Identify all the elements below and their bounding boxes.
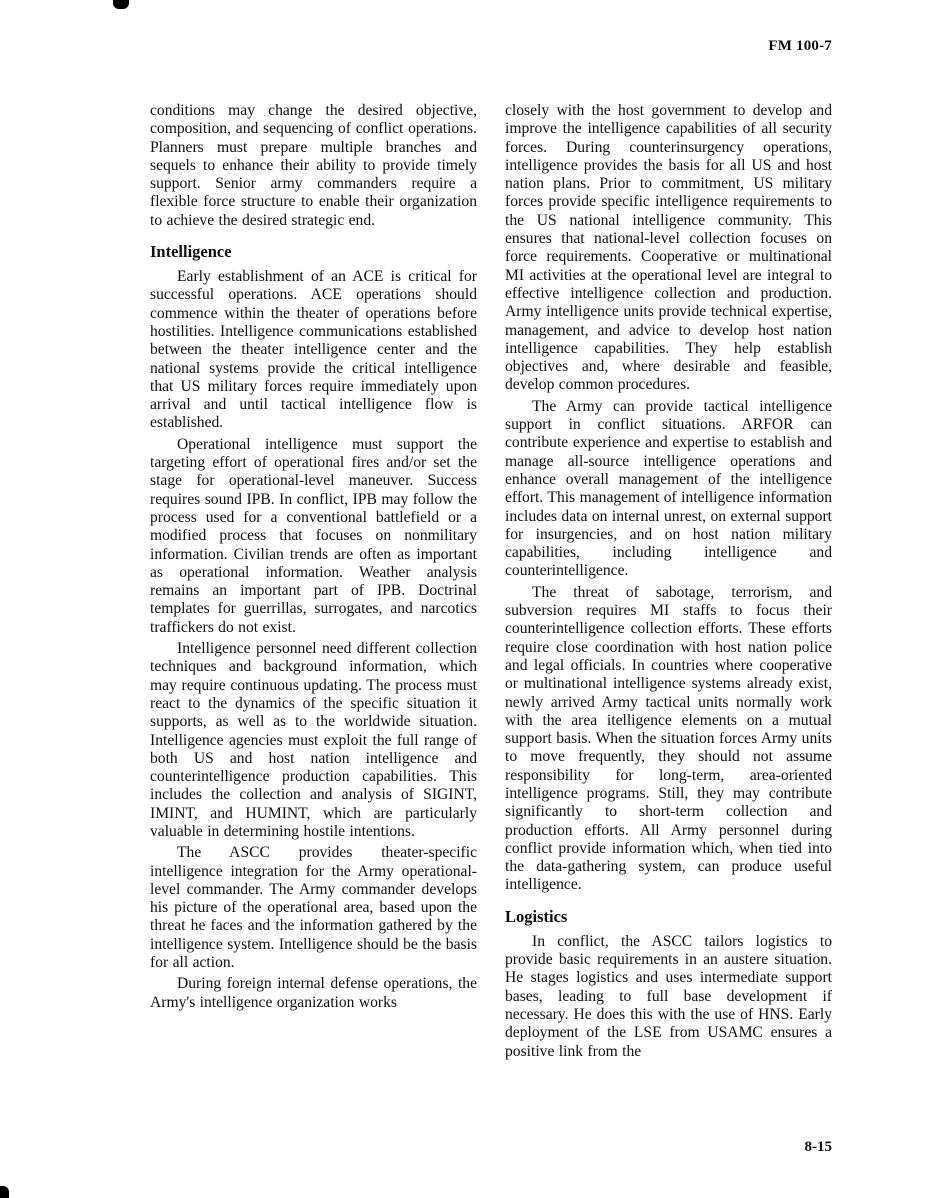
page-footer (805, 1139, 833, 1156)
page-number: 8-15 (804, 1139, 832, 1155)
paragraph: The threat of sabotage, terrorism, and subversion requires MI staffs to focus their counterintelligence collection efforts. These efforts require close coordination with host nation police and legal officials. In countries where cooperative or multinational intelligence systems already exist, newly arrived Army tactical units normally work with the area itelligence elements on a mutual support basis. When the situation forces Army units to move frequently, they should not assume responsibility for long-term, area-oriented intelligence programs. Still, they may contribute significantly to short-term collection and production efforts. All Army personnel during conflict provide information which, when tied into the data-gathering system, can produce useful intelligence. (505, 583, 832, 894)
scan-artifact (113, 0, 129, 9)
scan-artifact (0, 1186, 9, 1198)
document-id: FM 100-7 (768, 38, 832, 54)
paragraph: The ASCC provides theater-specific intelligence integration for the Army operational-level commander. The Army commander develops his picture of the operational area, based upon the threat he faces and the information gathered by the intelligence system. Intelligence should be the basis for all action. (150, 844, 477, 972)
paragraph: During foreign internal defense operations, the Army's intelligence organization works (150, 975, 477, 1011)
two-column-body (150, 102, 833, 1064)
paragraph: The Army can provide tactical intelligence support in conflict situations. ARFOR can contribute experience and expertise to establish and manage all-source intelligence operations and enhance overall management of the intelligence effort. This management of intelligence information includes data on internal unrest, on external support for insurgencies, and on host nation military capabilities, including intelligence and counterintelligence. (505, 397, 832, 580)
section-heading-intelligence: Intelligence (150, 242, 232, 262)
right-column (505, 102, 832, 1064)
paragraph: Early establishment of an ACE is critical for successful operations. ACE operations should commence within the theater of operations before hostilities. Intelligence communications established between the theater intelligence center and the national systems provide the critical intelligence that US military forces require immediately upon arrival and until tactical intelligence flow is established. (150, 268, 477, 432)
left-column (150, 102, 477, 1064)
paragraph: Operational intelligence must support the targeting effort of operational fires and/or set the stage for operational-level maneuver. Success requires sound IPB. In conflict, IPB may follow the process used for a conventional battlefield or a modified process that focuses on nonmilitary information. Civilian trends are often as important as operational information. Weather analysis remains an important part of IPB. Doctrinal templates for guerrillas, surrogates, and narcotics traffickers do not exist. (150, 435, 477, 636)
paragraph: In conflict, the ASCC tailors logistics to provide basic requirements in an austere situation. He stages logistics and uses intermediate support bases, leading to full base development if necessary. He does this with the use of HNS. Early deployment of the LSE from USAMC ensures a positive link from the (505, 932, 832, 1060)
paragraph: closely with the host government to develop and improve the intelligence capabilities of all security forces. During counterinsurgency operations, intelligence provides the basis for all US and host nation plans. Prior to commitment, US military forces provide specific intelligence requirements to the US national intelligence community. This ensures that national-level collection focuses on force requirements. Cooperative or multinational MI activities at the operational level are integral to effective intelligence collection and production. Army intelligence units provide technical expertise, management, and advice to develop host nation intelligence capabilities. They help establish objectives and, where desirable and feasible, develop common procedures. (505, 102, 832, 394)
paragraph: Intelligence personnel need different collection techniques and background information, which may require continuous updating. The process must react to the dynamics of the specific situation it supports, as well as to the worldwide situation. Intelligence agencies must exploit the full range of both US and host nation intelligence and counterintelligence production capabilities. This includes the collection and analysis of SIGINT, IMINT, and HUMINT, which are particularly valuable in determining hostile intentions. (150, 640, 477, 840)
page-header (768, 38, 832, 55)
section-heading-logistics: Logistics (505, 906, 568, 926)
paragraph: conditions may change the desired objective, composition, and sequencing of conflict operations. Planners must prepare multiple branches and sequels to enhance their ability to provide timely support. Senior army commanders require a flexible force structure to enable their organization to achieve the desired strategic end. (150, 102, 477, 229)
